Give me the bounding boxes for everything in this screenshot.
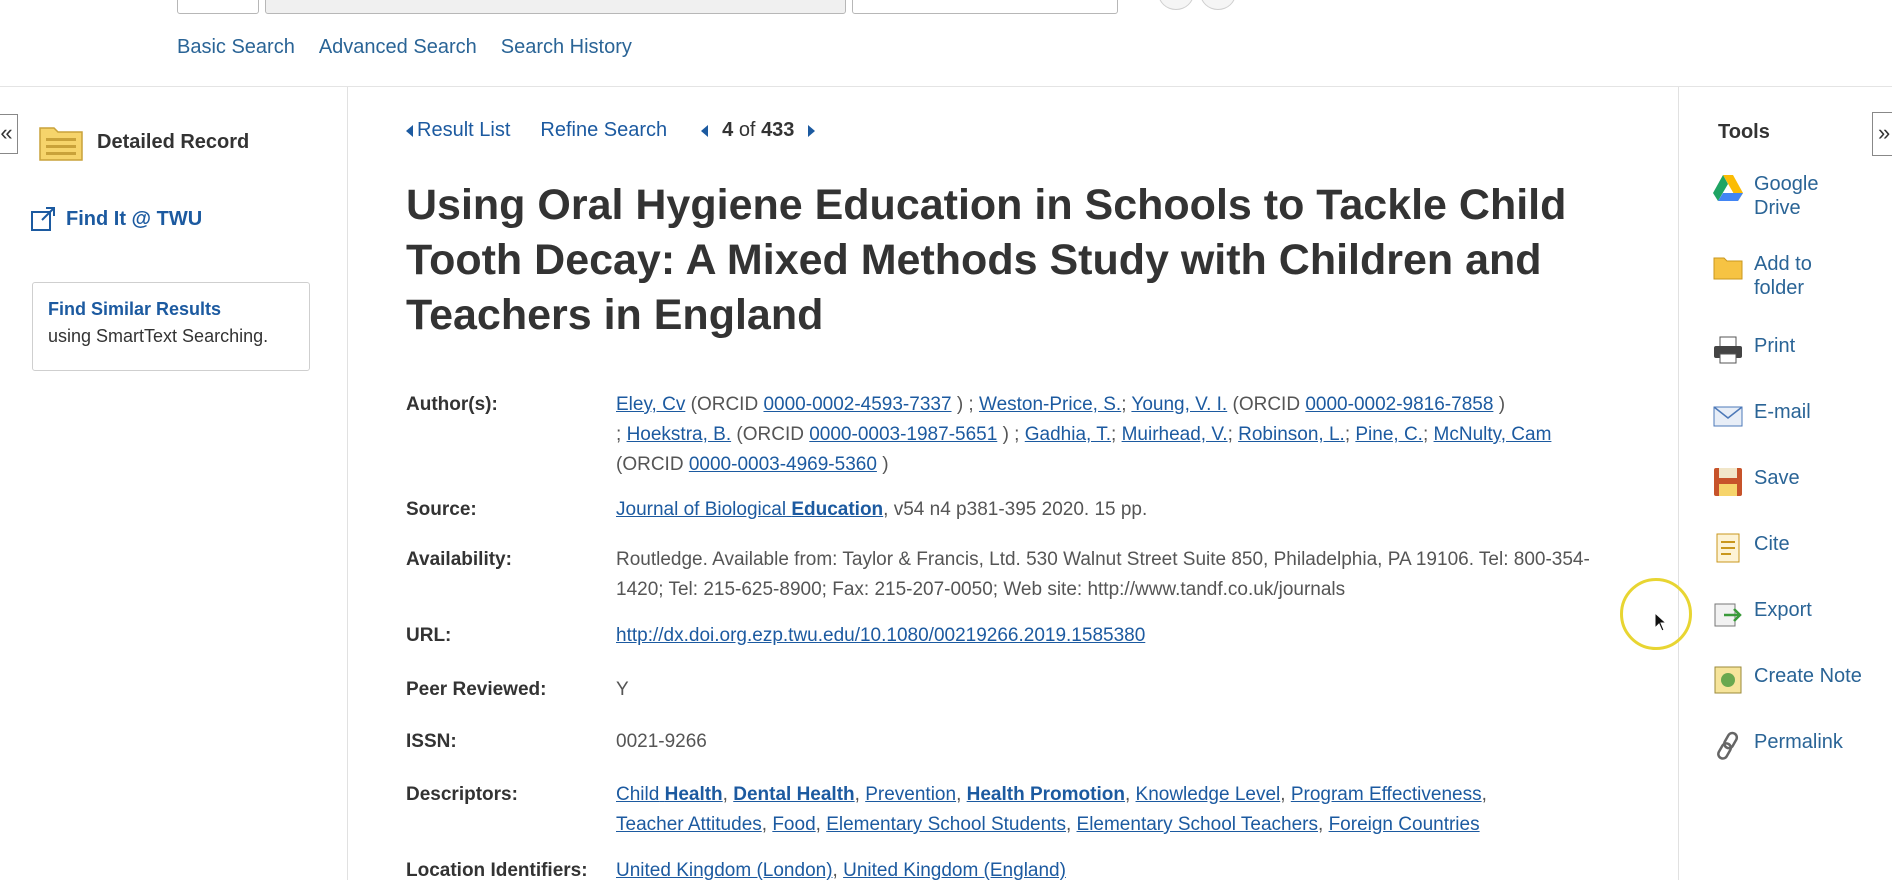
search-scope-select[interactable] [177,0,259,14]
peer-reviewed-value: Y [616,679,629,700]
doi-link[interactable]: http://dx.doi.org.ezp.twu.edu/10.1080/00219266.2019.1585380 [616,625,1146,646]
descriptor-link[interactable]: Teacher Attitudes [616,814,762,835]
orcid-link[interactable]: 0000-0002-9816-7858 [1305,394,1494,415]
search-button[interactable] [1158,0,1194,10]
tools-title: Tools [1718,121,1770,143]
export-icon [1712,598,1744,630]
tool-cite[interactable] [1712,532,1790,564]
tool-label: Google Drive [1754,173,1819,219]
help-button[interactable] [1200,0,1236,10]
tool-label: Permalink [1754,731,1843,753]
tool-label: Print [1754,335,1796,357]
source-value: Journal of Biological Education, v54 n4 p381-395 2020. 15 pp. [616,499,1148,520]
tool-export[interactable] [1712,598,1812,630]
note-icon [1712,664,1744,696]
record-counter: 4 of 433 [722,119,795,141]
mouse-pointer-icon [1654,612,1668,632]
author-link[interactable]: Hoekstra, B. [626,424,732,445]
search-field-select[interactable] [852,0,1118,14]
find-it-label: Find It @ TWU [66,207,203,230]
tool-google-drive[interactable] [1712,172,1834,220]
location-link[interactable]: United Kingdom (London) [616,860,833,880]
author-link[interactable]: McNulty, Cam [1433,424,1552,445]
record-title: Using Oral Hygiene Education in Schools to Tackle Child Tooth Decay: A Mixed Methods Study with Children and Teachers in England [406,181,1567,339]
location-label: Location Identifiers: [406,860,588,880]
peer-reviewed-row [406,675,1626,727]
url-value [616,621,1626,675]
printer-icon [1712,334,1744,366]
previous-record-button[interactable] [701,125,708,137]
next-record-button[interactable] [808,125,815,137]
availability-row [406,545,1626,621]
search-history-link[interactable]: Search History [500,36,632,58]
tool-print[interactable] [1712,334,1795,366]
result-list-link[interactable]: Result List [417,119,511,141]
descriptor-link[interactable]: Elementary School Teachers [1076,814,1319,835]
authors-value: Eley, Cv (ORCID 0000-0002-4593-7337 ) ; Weston-Price, S.; Young, V. I. (ORCID 0000-0002-9816-7858 ) ; Hoekstra, B. (ORCID 0000-0003-1987-5651 ) ; Gadhia, T.; Muirhead, V.; Robinson, L.; Pine, C.; McNulty, Cam (ORCID 0000-0003-4969-5360 ) [616,394,1552,475]
author-link[interactable]: Muirhead, V. [1121,424,1228,445]
source-label: Source: [406,499,477,520]
url-row [406,621,1626,675]
author-link[interactable]: Young, V. I. [1131,394,1228,415]
detailed-record-header [38,122,249,162]
tool-add-to-folder[interactable] [1712,252,1834,300]
location-link[interactable]: United Kingdom (England) [843,860,1066,880]
authors-row [406,390,1626,495]
orcid-link[interactable]: 0000-0003-4969-5360 [688,454,877,475]
save-icon [1712,466,1744,498]
link-icon [1712,730,1744,762]
author-link[interactable]: Gadhia, T. [1024,424,1112,445]
journal-link[interactable]: Journal of Biological Education [616,499,884,520]
result-list-arrow-icon [406,125,413,137]
issn-value: 0021-9266 [616,731,707,752]
url-label: URL: [406,625,452,646]
authors-label: Author(s): [406,394,498,415]
google-drive-icon [1712,172,1744,204]
find-similar-link[interactable]: Find Similar Results [48,299,222,319]
result-navigation [406,119,815,142]
tool-email[interactable] [1712,400,1811,432]
issn-row [406,727,1626,780]
external-link-icon [30,206,58,232]
search-input[interactable] [265,0,846,14]
find-it-link[interactable] [30,206,202,232]
author-link[interactable]: Robinson, L. [1238,424,1345,445]
descriptors-label: Descriptors: [406,784,518,805]
tool-save[interactable] [1712,466,1800,498]
author-link[interactable]: Eley, Cv [616,394,686,415]
descriptor-link[interactable]: Knowledge Level [1135,784,1281,805]
cite-icon [1712,532,1744,564]
basic-search-link[interactable]: Basic Search [177,36,295,58]
record-fields [406,390,1626,880]
author-link[interactable]: Weston-Price, S. [978,394,1122,415]
collapse-right-button[interactable]: » [1872,112,1892,156]
detailed-record-label: Detailed Record [97,130,250,153]
orcid-link[interactable]: 0000-0003-1987-5651 [809,424,998,445]
email-icon [1712,400,1744,432]
location-value: United Kingdom (London), United Kingdom (England) [616,860,1066,880]
descriptor-link[interactable]: Foreign Countries [1328,814,1480,835]
tool-permalink[interactable] [1712,730,1843,762]
folder-icon [1712,252,1744,284]
tool-label: Export [1754,599,1812,621]
availability-value: Routledge. Available from: Taylor & Francis, Ltd. 530 Walnut Street Suite 850, Philadelphia, PA 19106. Tel: 800-354-1420; Tel: 215-625-8900; Fax: 215-207-0050; Web site: http://www.tandf.co.uk/journals [616,549,1590,600]
descriptor-link[interactable]: Dental Health [733,784,855,805]
descriptor-link[interactable]: Food [772,814,816,835]
find-similar-box [32,282,310,371]
descriptor-link[interactable]: Elementary School Students [826,814,1066,835]
tool-label: E-mail [1754,401,1811,423]
collapse-left-button[interactable]: « [0,114,18,154]
issn-label: ISSN: [406,731,457,752]
descriptor-link[interactable]: Health Promotion [966,784,1125,805]
detailed-record-icon [38,122,84,162]
location-row [406,856,1626,880]
find-similar-subtitle: using SmartText Searching. [48,326,269,346]
tool-label: Save [1754,467,1800,489]
advanced-search-link[interactable]: Advanced Search [318,36,477,58]
descriptors-row [406,780,1626,856]
descriptor-link[interactable]: Prevention [865,784,957,805]
descriptors-value: Child Health, Dental Health, Prevention, Health Promotion, Knowledge Level, Program Effectiveness, Teacher Attitudes, Food, Elementary School Students, Elementary School Teachers, Foreign Countries [616,784,1487,835]
descriptor-link[interactable]: Child Health [616,784,723,805]
tool-label: Cite [1754,533,1790,555]
tool-label: Add to folder [1754,253,1812,299]
refine-search-link[interactable]: Refine Search [540,119,668,141]
descriptor-link[interactable]: Program Effectiveness [1290,784,1482,805]
tool-label: Create Note [1754,665,1862,687]
orcid-link[interactable]: 0000-0002-4593-7337 [763,394,952,415]
author-link[interactable]: Pine, C. [1355,424,1423,445]
tool-create-note[interactable] [1712,664,1862,696]
availability-label: Availability: [406,549,512,570]
peer-reviewed-label: Peer Reviewed: [406,679,547,700]
search-mode-links [177,36,656,59]
source-row [406,495,1626,545]
